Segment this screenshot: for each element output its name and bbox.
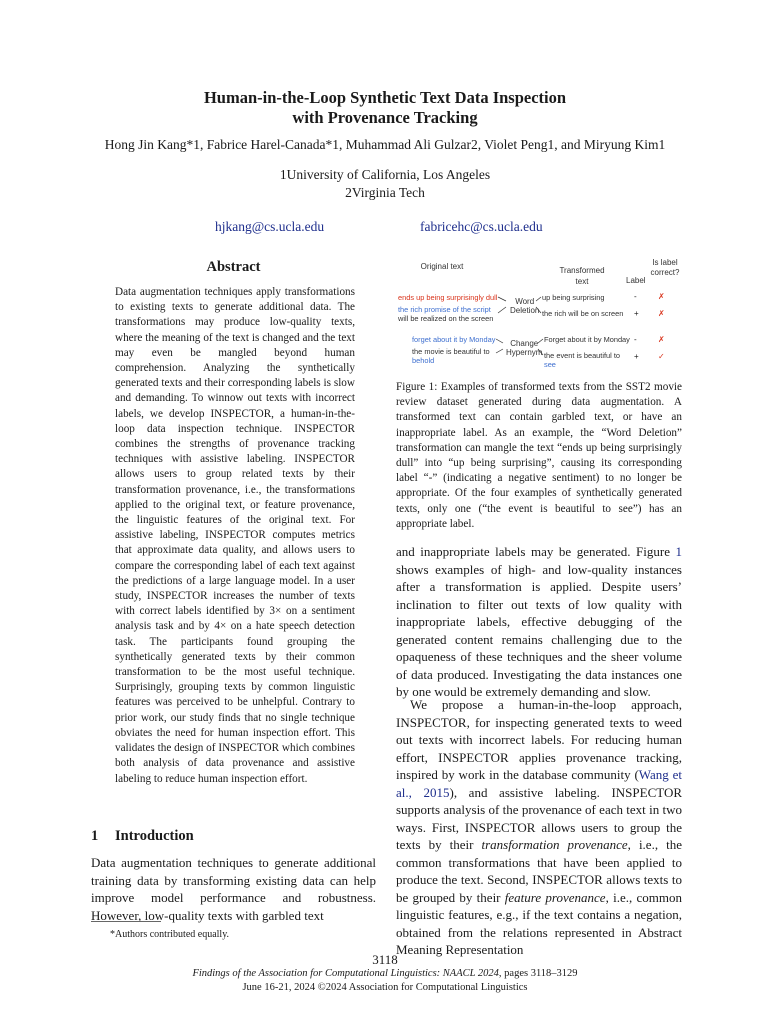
arrow-row2-out [536, 307, 541, 313]
para2-text-f: allows users to group the texts by their [396, 819, 682, 852]
email-hjkang[interactable]: hjkang@cs.ucla.edu [215, 219, 325, 234]
inspector-name: INSPECTOR [464, 819, 536, 835]
figure-row1-label: - [634, 292, 637, 301]
venue-name: Findings of the Association for Computational Linguistics: NAACL 2024 [192, 968, 499, 979]
row2-original-line1: the rich promise of the script [398, 305, 491, 314]
para2-text-i: allows texts to be grouped by their [396, 872, 683, 905]
figure-row4-label: + [634, 352, 639, 361]
figure-row1-transformed: up being surprising [542, 293, 605, 302]
term-transformation-provenance: transformation provenance [481, 837, 628, 852]
figure-row1-incorrect-icon: ✗ [658, 292, 665, 301]
title-line-1: Human-in-the-Loop Synthetic Text Data Inspection [203, 88, 567, 107]
transform2-line2: Hypernym [506, 348, 543, 357]
arrow-row3-out [538, 339, 543, 343]
transform1-line1: Word [515, 297, 535, 306]
transform2-line1: Change [510, 339, 539, 348]
arrow-row4-out [538, 349, 543, 355]
figure-1-link[interactable]: 1 [675, 544, 682, 559]
term-feature-provenance: feature provenance [504, 889, 606, 905]
figure-row2-transformed: the rich will be on screen [542, 309, 624, 318]
abstract-body: Data augmentation techniques apply transformations to existing texts to generate additional data. The transformations may produce low-quality texts, where the meaning of the text is changed and the text may even be mangled beyond human comprehension. Analyzing the synthetically generated texts and their corresponding labels is slow and demanding. To winnow out texts with incorrect labels, we develop INSPECTOR, a human-in-the-loop data inspection technique. INSPECTOR combines the strengths of provenance tracking techniques with assistive labeling. INSPECTOR allows users to group related texts by their transformation provenance, i.e., the transformations applied to the original text, or feature provenance, the linguistic features of the original text. For assistive labeling, INSPECTOR computes metrics that approximate data quality, and allows users to compare the corresponding label of each text against the predictions of a large language model. In a user study, INSPECTOR increases the number of texts with correct labels identified by 3× on a sentiment analysis task and by 4× on a hate speech detection task. The participants found grouping the synthetically generated texts by their common transformation to be the most useful technique. Surprisingly, grouping texts by common linguistic features was perceived to be unhelpful. Contrary to prior work, our study finds that no single technique obviates the need for human inspection effort. This validates the design of INSPECTOR which combines both analysis of data provenance and assistive labeling to reduce human inspection effort. [115, 286, 355, 785]
section-title: Introduction [115, 828, 194, 844]
body-paragraph-1 [396, 543, 682, 701]
figure-header-original: Original text [420, 262, 464, 271]
figure-header-label: Label [626, 276, 646, 285]
introduction-paragraph: Data augmentation techniques to generate additional training data by transforming existing data can help improve model performance and robustness. However, low-quality texts with garbled text [91, 855, 376, 923]
affiliation-vt: 2Virginia Tech [345, 185, 425, 200]
email-fabricehc[interactable]: fabricehc@cs.ucla.edu [420, 219, 543, 234]
footer-venue [0, 968, 770, 979]
transform1-line2: Deletion [510, 306, 540, 315]
arrow-row1-in [498, 297, 506, 301]
para2-text-b: , for inspecting generated texts to weed out texts with incorrect labels. For reducing human effort, [396, 714, 682, 765]
footer-copyright: June 16-21, 2024 ©2024 Association for Computational Linguistics [242, 982, 528, 993]
arrow-row2-in [498, 307, 506, 313]
para2-text-d: ), and assistive labeling. [449, 784, 612, 800]
figure-header-correct-line1: Is label [652, 258, 678, 267]
title-line-2: with Provenance Tracking [292, 108, 478, 127]
row4-transformed-line2: see [544, 360, 556, 369]
para2-text-k: , i.e., common linguistic features, e.g., if the text contains a negation, obtained from the relations represented in Abstract Meaning Representation [396, 889, 682, 957]
figure-header-transformed: Transformed text [559, 266, 605, 286]
para2-text-c: applies provenance tracking, inspired by work in the database community ( [396, 749, 683, 782]
para1-text-a: and inappropriate labels may be generated. Figure [396, 544, 676, 559]
venue-pages: , pages 3118–3129 [498, 968, 578, 979]
paper-title [0, 88, 770, 128]
row4-original-line2: behold [412, 356, 435, 365]
figure-1-caption: Figure 1: Examples of transformed texts from the SST2 movie review dataset generated during data augmentation. A transformed text can contain garbled text, or have an inappropriate label. As an example, the “Word Deletion” transformation can mangle the text “ends up being surprisingly dull” into “up being surprising”, causing its corresponding label “-” (indicating a negative sentiment) to no longer be appropriate. Of the four examples of synthetically generated texts, only one (“the event is beautiful to see”) has an appropriate label. [396, 381, 682, 530]
footnote-rule [91, 921, 161, 922]
section-number: 1 [91, 828, 99, 844]
row4-original-line1: the movie is beautiful to [412, 347, 490, 356]
para2-text-a: We propose a human-in-the-loop approach, [410, 697, 682, 712]
row1-original-text: ends up being surprisingly dull [398, 293, 498, 302]
author-list: Hong Jin Kang*1, Fabrice Harel-Canada*1, Muhammad Ali Gulzar2, Violet Peng1, and Miryung Kim1 [104, 137, 666, 152]
figure-row3-label: - [634, 335, 637, 344]
citation-wang-2015[interactable]: Wang et al., 2015 [396, 767, 683, 800]
para2-text-h: , i.e., the common transformations that have been applied to produce the text. Second, [396, 837, 682, 887]
inspector-name: INSPECTOR [396, 714, 467, 730]
row4-transformed-line1: the event is beautiful to [544, 351, 621, 360]
body-paragraph-2 [396, 696, 682, 959]
inspector-name: INSPECTOR [438, 749, 509, 765]
inspector-name: INSPECTOR [611, 784, 683, 800]
figure-header-correct-line2: correct? [650, 268, 680, 277]
footnote: *Authors contributed equally. [110, 929, 230, 940]
arrow-row4-in [496, 349, 503, 353]
figure-row3-transformed: Forget about it by Monday [544, 335, 630, 344]
arrow-row3-in [496, 339, 503, 343]
page-number: 3118 [372, 952, 398, 967]
arrow-row1-out [536, 297, 541, 301]
para2-text-e: supports analysis of the provenance of each text in two ways. First, [396, 802, 682, 835]
figure-row2-label: + [634, 309, 639, 318]
figure-1 [396, 255, 682, 373]
figure-row3-incorrect-icon: ✗ [658, 335, 665, 344]
inspector-name: INSPECTOR [532, 872, 603, 887]
abstract-heading: Abstract [206, 259, 261, 275]
row3-original-text: forget about it by Monday [412, 335, 496, 344]
figure-row4-correct-icon: ✓ [658, 352, 665, 361]
figure-arrows [396, 255, 682, 373]
row2-original-line2: will be realized on the screen [398, 314, 494, 323]
affiliation-ucla: 1University of California, Los Angeles [279, 167, 491, 182]
para1-text-b: shows examples of high- and low-quality instances after a transformation is applied. Despite users’ inclination to filter out texts of low quality with inappropriate labels, effective debugging of the generated content remains challenging due to the opaqueness of these techniques and the sheer volume of data produced. Investigating the data instances one by one would be extremely demanding and slow. [396, 561, 682, 699]
figure-row2-incorrect-icon: ✗ [658, 309, 665, 318]
introduction-heading [91, 828, 376, 845]
